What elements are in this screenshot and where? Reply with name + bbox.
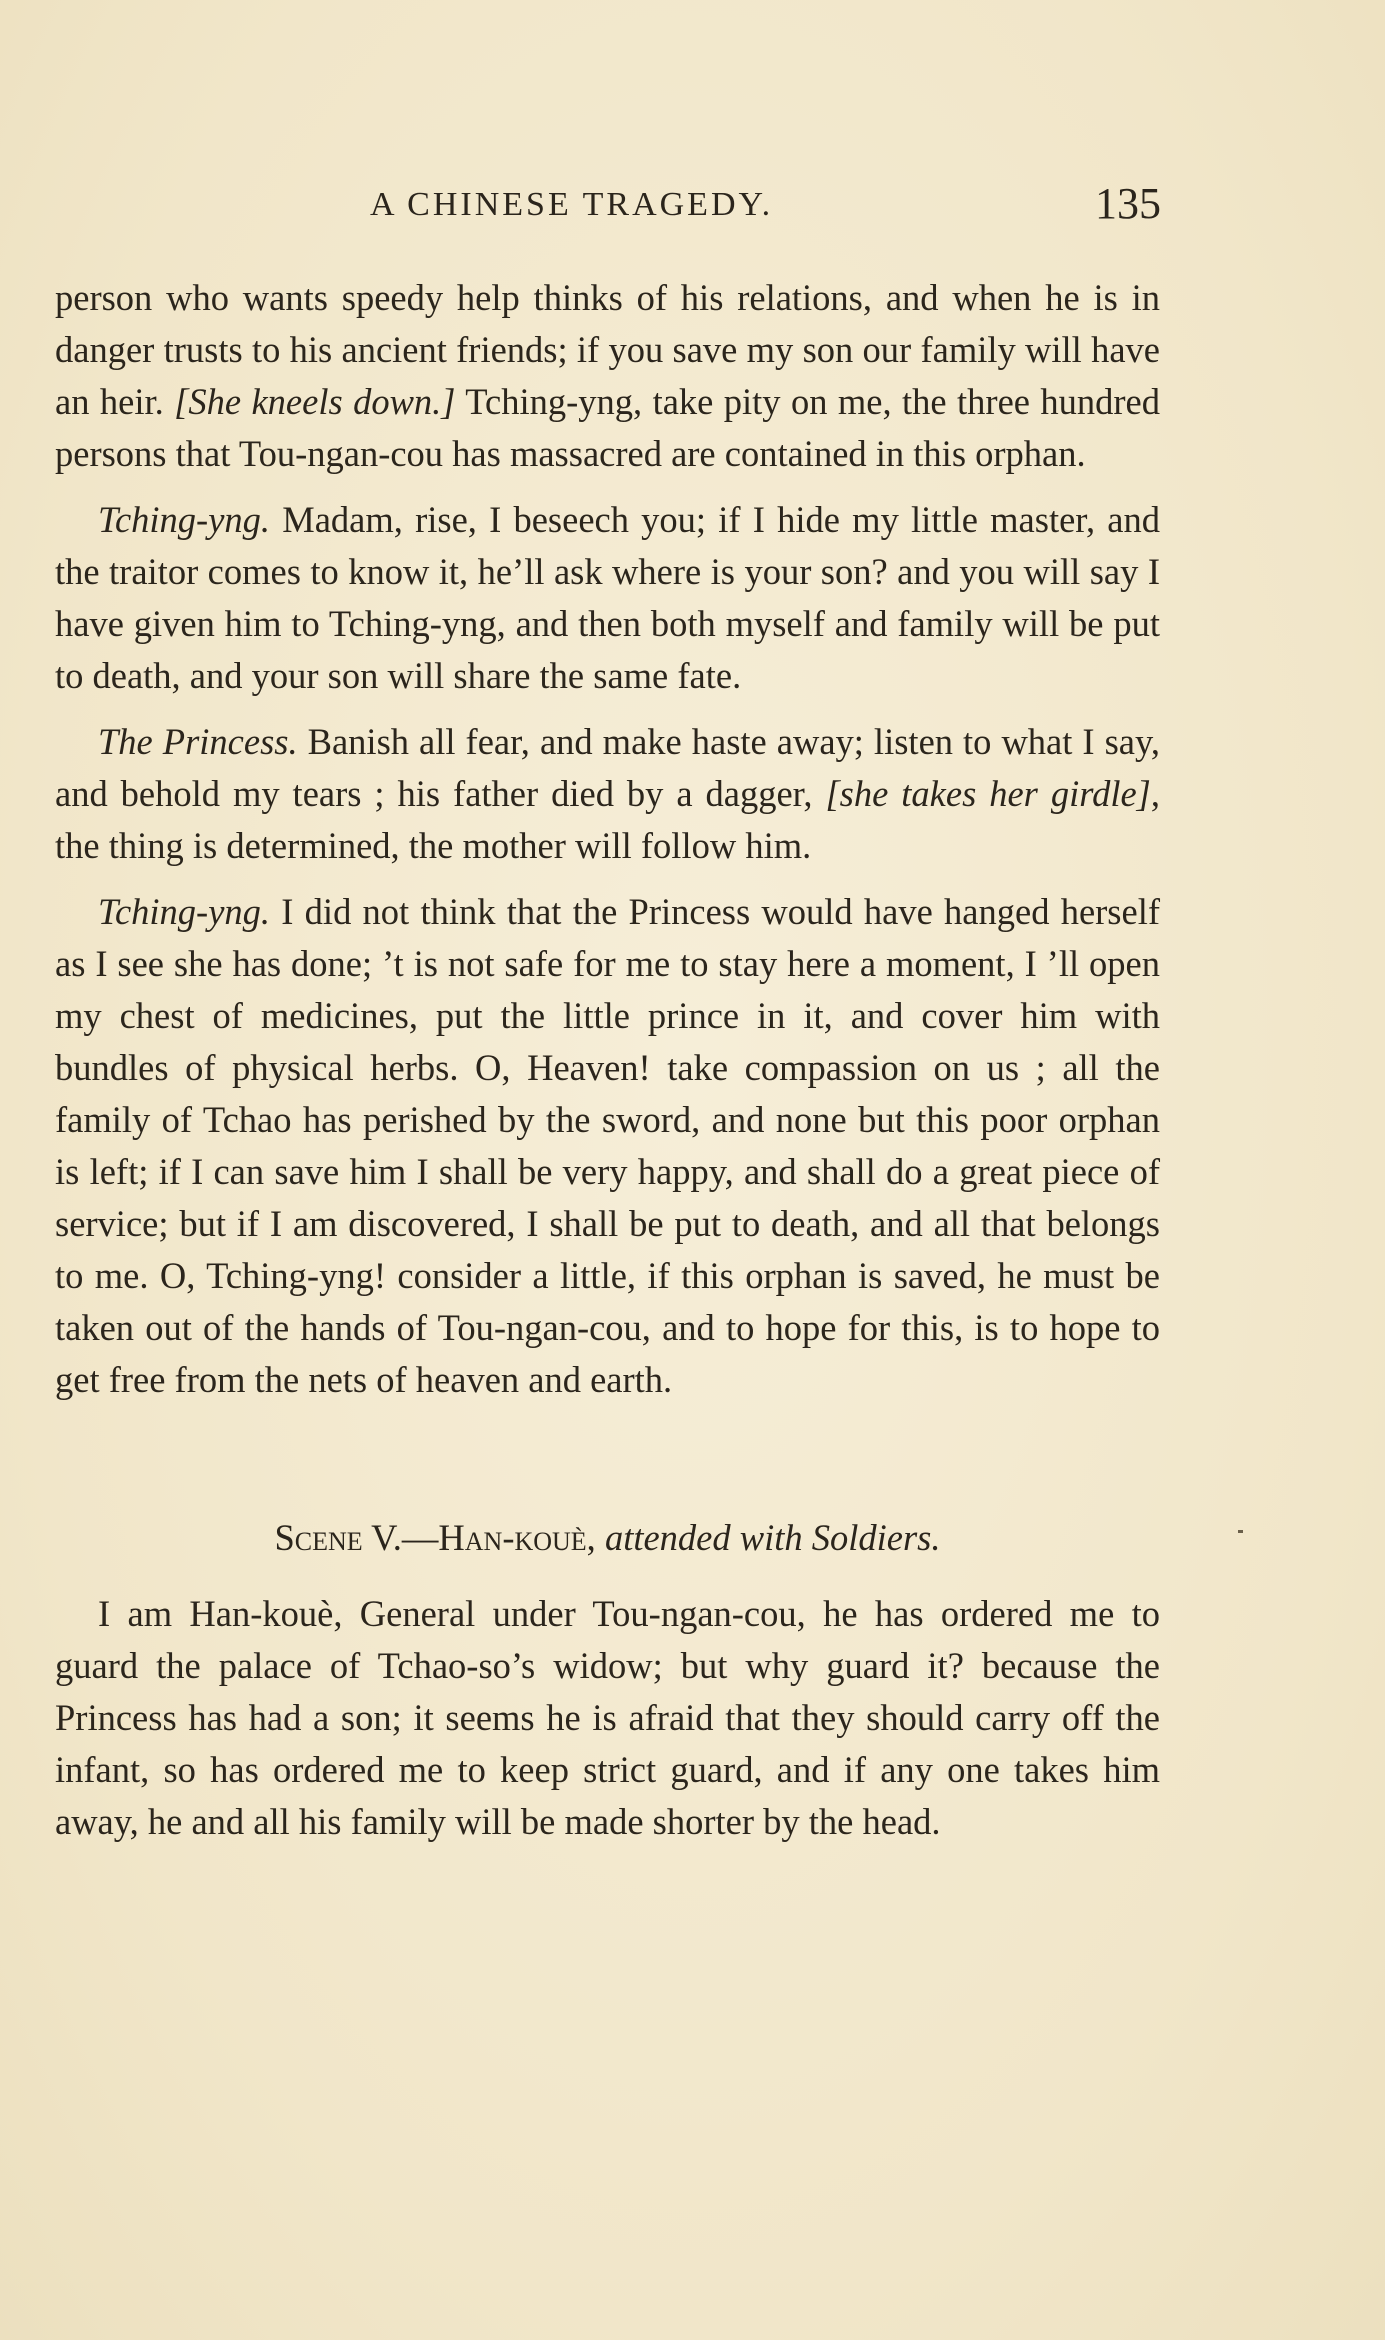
closing-paragraph: I am Han-kouè, General under Tou-ngan-cou, he has ordered me to guard the palace of Tchao-so’s widow; but why guard it? because the Princess has had a son; it seems he is afraid that they should carry off the infant, so has ordered me to keep strict guard, and if any one takes him away, he and all his family will be made shorter by the head. — [55, 1593, 1160, 1842]
running-title: A CHINESE TRAGEDY. — [370, 186, 774, 223]
dialogue-paragraph — [55, 716, 1160, 872]
paragraph-continuation — [55, 272, 1160, 480]
paragraph-text: person who wants speedy help thinks of his relations, and when he is in danger trusts to his ancient friends; if you save my son our family will have an heir. — [55, 277, 1160, 422]
scene-character: Han-kouè, — [438, 1517, 596, 1558]
dialogue-text: Madam, rise, I beseech you; if I hide my little master, and the traitor comes to know it, he’ll ask where is your son? and you will say I have given him to Tching-yng, and then both myself and family will be put to death, and your son will share the same fate. — [55, 499, 1161, 696]
dialogue-text: Banish all fear, and make haste away; listen to what I say, and behold my tears ; his father died by a dagger, — [55, 721, 1161, 814]
dialogue-text-after: , the thing is determined, the mother will follow him. — [55, 773, 1161, 866]
stage-direction: [She kneels down.] — [174, 381, 456, 422]
scene-number: V.— — [371, 1517, 439, 1558]
page-number: 135 — [1095, 179, 1161, 228]
page-header — [0, 178, 1385, 238]
scene-direction: attended with Soldiers. — [604, 1517, 941, 1558]
paragraph-text-after: Tching-yng, take pity on me, the three hundred persons that Tou-ngan-cou has massacred are contained in this orphan. — [55, 381, 1160, 474]
stage-direction: [she takes her girdle] — [825, 773, 1151, 814]
page-body — [55, 272, 1160, 1862]
speaker-name: The Princess. — [98, 721, 298, 762]
scene-label: Scene — [274, 1517, 363, 1558]
speaker-name: Tching-yng. — [98, 499, 271, 540]
dialogue-paragraph — [55, 886, 1160, 1406]
margin-mark — [1238, 1530, 1243, 1533]
dialogue-text: I did not think that the Princess would have hanged herself as I see she has done; ’t is not safe for me to stay here a moment, I ’ll open my chest of medicines, put the little prince in it, and cover him with bundles of physical herbs. O, Heaven! take compassion on us ; all the family of Tchao has perished by the sword, and none but this poor orphan is left; if I can save him I shall be very happy, and shall do a great piece of service; but if I am discovered, I shall be put to death, and all that belongs to me. O, Tching-yng! consider a little, if this orphan is saved, he must be taken out of the hands of Tou-ngan-cou, and to hope for this, is to hope to get free from the nets of heaven and earth. — [55, 891, 1160, 1400]
speaker-name: Tching-yng. — [98, 891, 271, 932]
dialogue-paragraph — [55, 494, 1160, 702]
scene-heading — [55, 1512, 1160, 1564]
